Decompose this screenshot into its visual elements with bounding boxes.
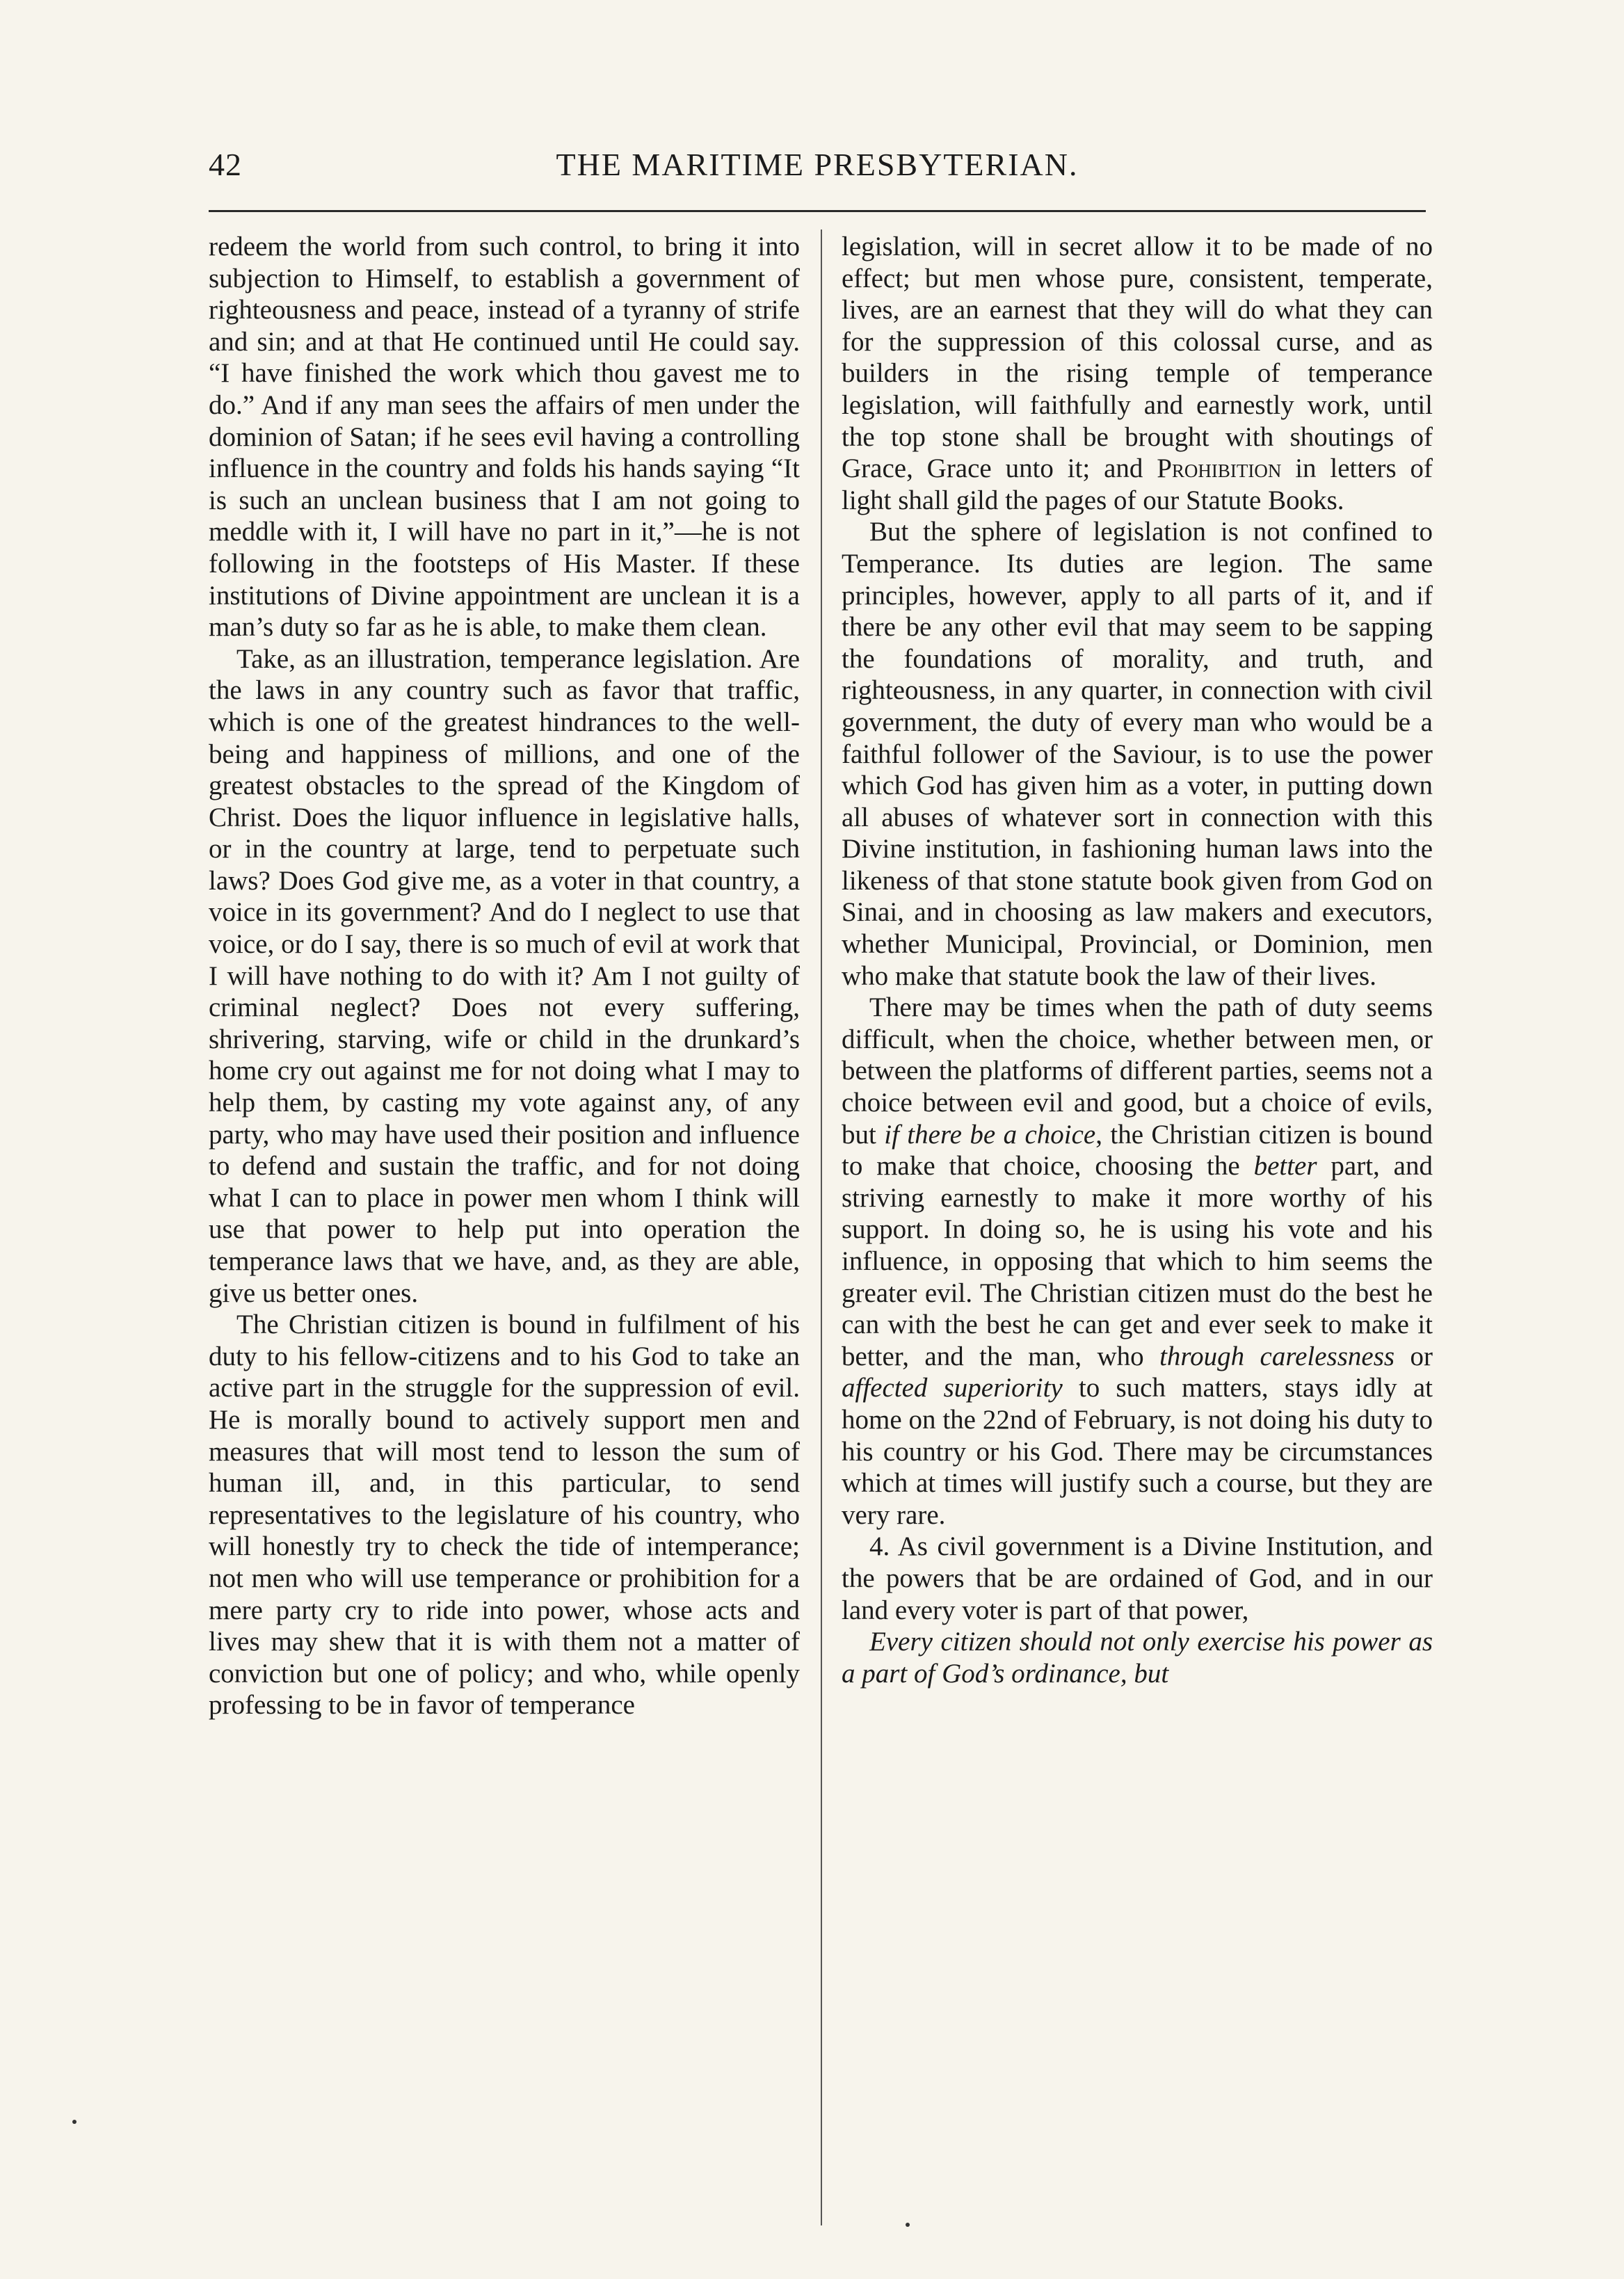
right-paragraph-3-text-e: to such matters, stays idly at home on the 22nd of February, is not doing his duty to his country or his God. There may be circumstances which at times will justify such a course, but they are very rare. [842,1373,1433,1530]
left-paragraph-3: The Christian citizen is bound in fulfilment of his duty to his fellow-citizens and to his God to take an active part in the struggle for the suppression of evil. He is morally bound to actively support men and measures that will most tend to lesson the sum of human ill, and, in this particular, to send representatives to the legislature of his country, who will honestly try to check the tide of intemperance; not men who will use temperance or prohibition for a mere party cry to ride into power, whose acts and lives may shew that it is with them not a matter of conviction but one of policy; and who, while openly professing to be in favor of temperance [209,1310,800,1721]
page-title: THE MARITIME PRESBYTERIAN. [556,147,1079,182]
right-paragraph-3-text-a: There may be times when the path of duty seems difficult, when the choice, whether between men, or between the platforms of different parties, seems not a choice between evil and good, but a choice of evils, but [842,992,1433,1150]
page-header [209,146,1426,195]
right-paragraph-5: Every citizen should not only exercise his power as a part of God’s ordinance, but [842,1627,1433,1689]
print-speck [72,2120,77,2124]
header-rule [209,210,1426,212]
column-divider [821,229,822,2225]
italic-phrase-superiority: affected superiority [842,1373,1063,1403]
italic-phrase-choice: if there be a choice [884,1119,1096,1150]
left-paragraph-2: Take, as an illustration, temperance legislation. Are the laws in any country such as favor that traffic, which is one of the greatest hindrances to the well-being and happiness of millions, and one of the greatest obstacles to the spread of the Kingdom of Christ. Does the liquor influence in legislative halls, or in the country at large, tend to perpetuate such laws? Does God give me, as a voter in that country, a voice in its government? And do I neglect to use that voice, or do I say, there is so much of evil at work that I will have nothing to do with it? Am I not guilty of criminal neglect? Does not every suffering, shrivering, starving, wife or child in the drunkard’s home cry out against me for not doing what I may to help them, by casting my vote against any, of any party, who may have used their position and influence to defend and sustain the traffic, and for not doing what I can to place in power men whom I think will use that power to help put into operation the temperance laws that we have, and, as they are able, give us better ones. [209,643,800,1308]
italic-phrase-carelessness: through carelessness [1159,1341,1395,1371]
prohibition-word: Prohibition [1157,453,1282,484]
page-number: 42 [209,147,242,182]
print-speck [906,2223,910,2227]
right-paragraph-4: 4. As civil government is a Divine Institution, and the powers that be are ordained of God, and in our land every voter is part of that power, [842,1531,1433,1625]
right-paragraph-2: But the sphere of legislation is not confined to Temperance. Its duties are legion. The same principles, however, apply to all parts of it, and if there be any other evil that may seem to be sapping the foundations of morality, and truth, and righteousness, in any quarter, in connection with civil government, the duty of every man who would be a faithful follower of the Saviour, is to use the power which God has given him as a voter, in putting down all abuses of whatever sort in connection with this Divine institution, in fashioning human laws into the likeness of that stone statute book given from God on Sinai, and in choosing as law makers and executors, whether Municipal, Provincial, or Dominion, men who make that statute book the law of their lives. [842,517,1433,991]
right-paragraph-1-text-b: in letters of light shall gild the pages of our Statute Books. [842,453,1433,515]
right-paragraph-3-text-d: or [1394,1341,1433,1371]
right-paragraph-3 [842,992,1433,1531]
right-column [842,231,1433,1689]
right-paragraph-3-text-b: , the Christian citizen is bound to make that choice, choosing the [842,1119,1433,1182]
right-paragraph-3-text-c: part, and striving earnestly to make it more worthy of his support. In doing so, he is using his vote and his influence, in opposing that which to him seems the greater evil. The Christian citizen must do the best he can with the best he can get and ever seek to make it better, and the man, who [842,1151,1433,1371]
left-paragraph-1: redeem the world from such control, to bring it into subjection to Himself, to establish a government of righteousness and peace, instead of a tyranny of strife and sin; and at that He continued until He could say. “I have finished the work which thou gavest me to do.” And if any man sees the affairs of men under the dominion of Satan; if he sees evil having a controlling influence in the country and folds his hands saying “It is such an unclean business that I am not going to meddle with it, I will have no part in it,”—he is not following in the footsteps of His Master. If these institutions of Divine appointment are unclean it is a man’s duty so far as he is able, to make them clean. [209,232,800,643]
right-paragraph-1-text-a: legislation, will in secret allow it to be made of no effect; but men whose pure, consistent, temperate, lives, are an earnest that they will do what they can for the suppression of this colossal curse, and as builders in the rising temple of temperance legislation, will faithfully and earnestly work, until the top stone shall be brought with shoutings of Grace, Grace unto it; and [842,232,1433,484]
italic-word-better: better [1253,1151,1317,1182]
right-paragraph-1 [842,231,1433,516]
left-column [209,231,800,1721]
